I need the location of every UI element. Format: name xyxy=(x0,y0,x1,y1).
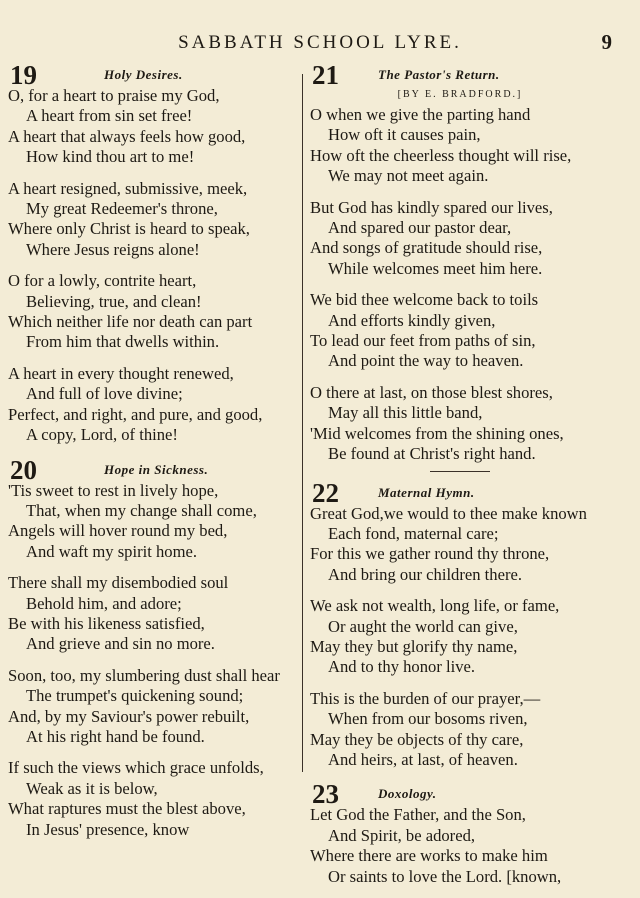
right-column xyxy=(310,62,610,898)
verse-line: How kind thou art to me! xyxy=(26,147,195,167)
stanza xyxy=(8,271,303,353)
stanza xyxy=(8,666,303,748)
verse-line: At his right hand be found. xyxy=(26,726,205,746)
hymn-number: 21 xyxy=(312,60,339,90)
page-number: 9 xyxy=(601,30,612,54)
verse-line: Where there are works to make him xyxy=(310,846,548,866)
stanza xyxy=(310,105,610,187)
verse-line: Let God the Father, and the Son, xyxy=(310,805,526,825)
hymn-header xyxy=(310,779,610,810)
stanza xyxy=(8,481,303,563)
verse-line: A heart from sin set free! xyxy=(26,106,193,126)
verse-line: When from our bosoms riven, xyxy=(328,709,528,729)
verse-line: Be with his likeness satisfied, xyxy=(8,613,205,633)
verse-line: How oft the cheerless thought will rise, xyxy=(310,145,572,165)
running-title: SABBATH SCHOOL LYRE. xyxy=(178,32,462,53)
verse-line: And grieve and sin no more. xyxy=(26,634,215,654)
hymn-header xyxy=(8,454,303,485)
verse-line: Where Jesus reigns alone! xyxy=(26,239,200,259)
verse-line: O, for a heart to praise my God, xyxy=(8,86,220,105)
hymn-author: [BY E. BRADFORD.] xyxy=(397,89,523,100)
verse-line: Angels will hover round my bed, xyxy=(8,521,228,541)
verse-line: And full of love divine; xyxy=(26,384,183,404)
verse-line: How oft it causes pain, xyxy=(328,125,481,145)
verse-line: And, by my Saviour's power rebuilt, xyxy=(8,706,250,726)
verse-line: Perfect, and right, and pure, and good, xyxy=(8,404,263,424)
hymn-19 xyxy=(8,62,303,446)
verse-line: And Spirit, be adored, xyxy=(328,825,476,845)
verse-line: Behold him, and adore; xyxy=(26,593,182,613)
verse-line: Each fond, maternal care; xyxy=(328,523,499,543)
verse-line: Believing, true, and clean! xyxy=(26,291,202,311)
verse-line: And songs of gratitude should rise, xyxy=(310,238,543,258)
stanza xyxy=(8,573,303,655)
hymn-header xyxy=(310,60,610,90)
verse-line: A heart that always feels how good, xyxy=(8,126,246,146)
verse-line: And efforts kindly given, xyxy=(328,310,496,330)
verse-line: What raptures must the blest above, xyxy=(8,799,246,819)
verse-line: We may not meet again. xyxy=(328,166,489,186)
verse-line: My great Redeemer's throne, xyxy=(26,199,218,219)
verse-line: A copy, Lord, of thine! xyxy=(26,425,178,445)
verse-line: May they be objects of thy care, xyxy=(310,729,524,749)
verse-line: Which neither life nor death can part xyxy=(8,312,253,332)
verse-line: O there at last, on those blest shores, xyxy=(310,382,553,402)
hymn-title: Doxology. xyxy=(378,786,437,802)
hymn-23 xyxy=(310,781,610,887)
verse-line: Where only Christ is heard to speak, xyxy=(8,219,250,239)
verse-line: We ask not wealth, long life, or fame, xyxy=(310,596,560,616)
verse-line: There shall my disembodied soul xyxy=(8,573,229,593)
hymn-title: Hope in Sickness. xyxy=(104,461,209,477)
stanza xyxy=(8,179,303,261)
verse-line: This is the burden of our prayer,— xyxy=(310,688,541,708)
hymn-title: Holy Desires. xyxy=(104,67,183,82)
verse-line: Be found at Christ's right hand. xyxy=(328,444,536,464)
verse-line: O for a lowly, contrite heart, xyxy=(8,271,197,291)
stanza xyxy=(310,805,610,887)
verse-line: And spared our pastor dear, xyxy=(328,218,512,238)
verse-line: And to thy honor live. xyxy=(328,657,476,677)
verse-line: And heirs, at last, of heaven. xyxy=(328,749,518,769)
stanza xyxy=(310,198,610,280)
stanza xyxy=(8,364,303,446)
hymn-header xyxy=(310,477,610,508)
stanza xyxy=(310,290,610,372)
stanza xyxy=(310,504,610,586)
verse-line: A heart in every thought renewed, xyxy=(8,363,234,383)
hymn-title: The Pastor's Return. xyxy=(378,67,500,82)
verse-line: That, when my change shall come, xyxy=(26,500,257,520)
verse-line: And point the way to heaven. xyxy=(328,351,524,371)
verse-line: Or aught the world can give, xyxy=(328,616,518,636)
verse-line: O when we give the parting hand xyxy=(310,105,531,124)
verse-line: Soon, too, my slumbering dust shall hear xyxy=(8,665,280,685)
verse-line: But God has kindly spared our lives, xyxy=(310,197,553,217)
verse-line: May all this little band, xyxy=(328,403,483,423)
verse-line: May they but glorify thy name, xyxy=(310,636,518,656)
verse-line: To lead our feet from paths of sin, xyxy=(310,331,536,351)
verse-line: Or saints to love the Lord. [known, xyxy=(328,866,562,886)
hymn-title: Maternal Hymn. xyxy=(378,484,475,500)
verse-line: From him that dwells within. xyxy=(26,332,220,352)
stanza xyxy=(8,758,303,840)
verse-line: We bid thee welcome back to toils xyxy=(310,290,539,310)
verse-line: If such the views which grace unfolds, xyxy=(8,758,264,778)
verse-line: A heart resigned, submissive, meek, xyxy=(8,178,248,198)
hymn-number: 23 xyxy=(312,779,339,810)
verse-line: While welcomes meet him here. xyxy=(328,258,543,278)
verse-line: And waft my spirit home. xyxy=(26,541,197,561)
hymn-20 xyxy=(8,454,303,841)
section-rule xyxy=(430,471,490,472)
verse-line: 'Tis sweet to rest in lively hope, xyxy=(8,480,219,500)
stanza xyxy=(8,86,303,168)
hymn-number: 19 xyxy=(10,60,37,90)
verse-line: In Jesus' presence, know xyxy=(26,819,190,839)
verse-line: The trumpet's quickening sound; xyxy=(26,686,244,706)
hymn-header xyxy=(8,60,303,90)
running-head xyxy=(0,30,640,60)
left-column xyxy=(8,62,303,851)
stanza xyxy=(310,689,610,771)
hymn-number: 20 xyxy=(10,454,37,485)
stanza xyxy=(310,383,610,465)
hymn-22 xyxy=(310,477,610,771)
verse-line: Weak as it is below, xyxy=(26,778,158,798)
verse-line: 'Mid welcomes from the shining ones, xyxy=(310,423,564,443)
verse-line: Great God,we would to thee make known xyxy=(310,503,587,523)
stanza xyxy=(310,596,610,678)
verse-line: For this we gather round thy throne, xyxy=(310,544,550,564)
hymn-number: 22 xyxy=(312,477,339,508)
hymn-21 xyxy=(310,62,610,465)
verse-line: And bring our children there. xyxy=(328,564,522,584)
